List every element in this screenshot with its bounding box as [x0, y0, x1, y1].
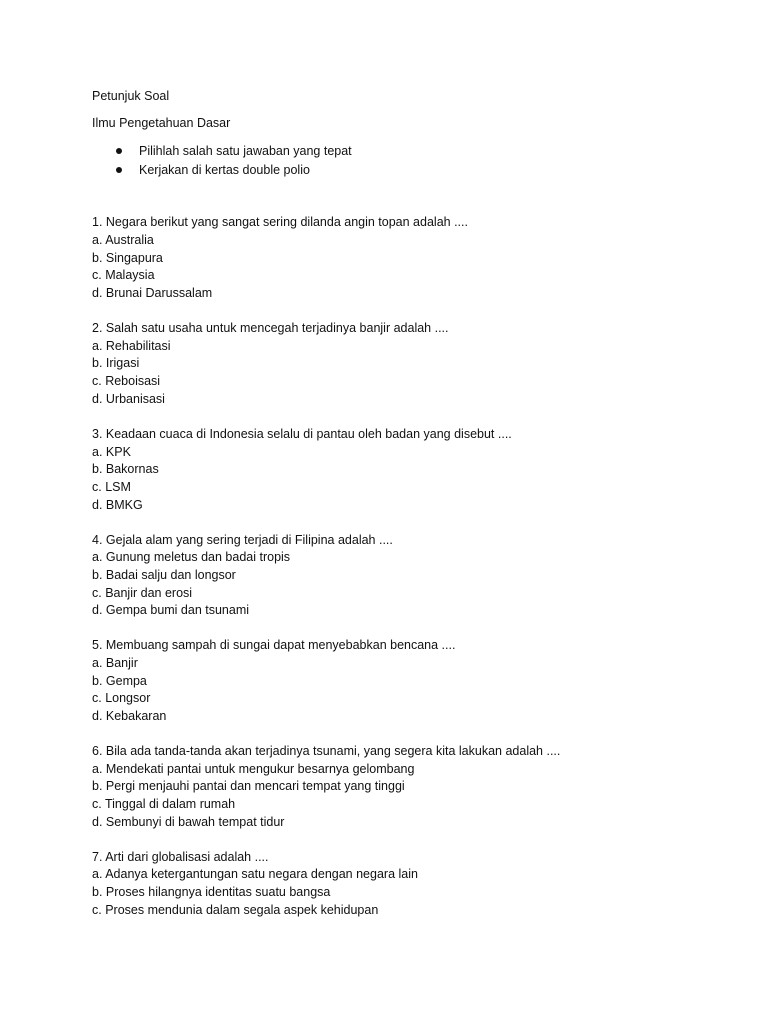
document-page [92, 88, 732, 937]
answer-option: d. Sembunyi di bawah tempat tidur [92, 814, 285, 829]
answer-option: b. Bakornas [92, 462, 159, 477]
answer-option: d. Brunai Darussalam [92, 286, 213, 301]
question-text: 4. Gejala alam yang sering terjadi di Filipina adalah .... [92, 532, 393, 547]
answer-option: d. Urbanisasi [92, 391, 165, 406]
answer-option: b. Irigasi [92, 356, 140, 371]
question-7 [92, 849, 732, 920]
instruction-item [92, 161, 732, 180]
answer-option: a. Australia [92, 233, 154, 248]
answer-option: c. Tinggal di dalam rumah [92, 797, 236, 812]
question-text: 5. Membuang sampah di sungai dapat menyebabkan bencana .... [92, 638, 456, 653]
bullet-icon [116, 167, 122, 173]
instruction-text: Pilihlah salah satu jawaban yang tepat [139, 144, 352, 159]
answer-option: c. Reboisasi [92, 374, 161, 389]
question-2 [92, 320, 732, 408]
question-list [92, 214, 732, 919]
answer-option: b. Badai salju dan longsor [92, 567, 236, 582]
answer-option: a. KPK [92, 444, 131, 459]
answer-option: b. Singapura [92, 250, 163, 265]
question-5 [92, 637, 732, 725]
answer-option: b. Proses hilangnya identitas suatu bangsa [92, 885, 331, 900]
question-3 [92, 426, 732, 514]
answer-option: c. Longsor [92, 691, 151, 706]
answer-option: c. Proses mendunia dalam segala aspek kehidupan [92, 902, 379, 917]
instruction-text: Kerjakan di kertas double polio [139, 163, 310, 178]
answer-option: a. Banjir [92, 656, 138, 670]
answer-option: a. Adanya ketergantungan satu negara dengan negara lain [92, 867, 418, 882]
question-text: 2. Salah satu usaha untuk mencegah terjadinya banjir adalah .... [92, 321, 449, 336]
page-subtitle: Ilmu Pengetahuan Dasar [92, 115, 231, 130]
answer-option: d. Gempa bumi dan tsunami [92, 603, 250, 618]
answer-option: a. Gunung meletus dan badai tropis [92, 550, 291, 565]
question-text: 3. Keadaan cuaca di Indonesia selalu di pantau oleh badan yang disebut .... [92, 426, 512, 441]
page-title: Petunjuk Soal [92, 89, 170, 103]
question-text: 6. Bila ada tanda-tanda akan terjadinya tsunami, yang segera kita lakukan adalah .... [92, 744, 561, 759]
instruction-list [92, 142, 732, 180]
instruction-item [92, 142, 732, 161]
answer-option: d. Kebakaran [92, 709, 167, 724]
question-text: 7. Arti dari globalisasi adalah .... [92, 849, 269, 864]
answer-option: d. BMKG [92, 497, 143, 512]
bullet-icon [116, 148, 122, 154]
question-6 [92, 743, 732, 831]
answer-option: c. LSM [92, 479, 131, 494]
answer-option: a. Rehabilitasi [92, 338, 171, 353]
question-4 [92, 532, 732, 620]
answer-option: c. Malaysia [92, 268, 155, 283]
answer-option: b. Gempa [92, 673, 147, 688]
question-text: 1. Negara berikut yang sangat sering dilanda angin topan adalah .... [92, 215, 468, 230]
answer-option: b. Pergi menjauhi pantai dan mencari tempat yang tinggi [92, 779, 405, 794]
answer-option: c. Banjir dan erosi [92, 585, 193, 600]
question-1 [92, 214, 732, 302]
answer-option: a. Mendekati pantai untuk mengukur besarnya gelombang [92, 761, 415, 776]
